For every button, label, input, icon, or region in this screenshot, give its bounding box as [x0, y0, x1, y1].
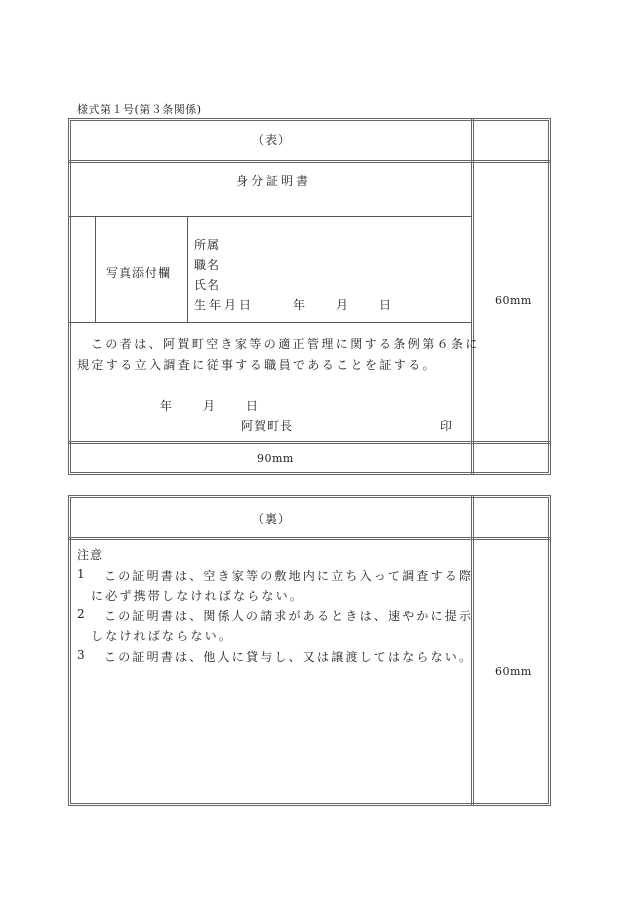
back-height-dimension: 60mm — [495, 665, 532, 678]
photo-left-rule — [95, 217, 96, 322]
notice-item-1-line-1: この証明書は、空き家等の敷地内に立ち入って調査する際 — [104, 569, 474, 583]
birth-day-label: 日 — [379, 298, 393, 312]
photo-label: 写真添付欄 — [106, 266, 172, 280]
position-label: 職名 — [194, 258, 221, 272]
notice-item-1-number: 1 — [77, 567, 86, 581]
issue-year-label: 年 — [160, 399, 174, 413]
notice-item-2-number: 2 — [77, 607, 86, 621]
front-title-rule — [69, 216, 472, 217]
notice-item-2-line-1: この証明書は、関係人の請求があるときは、速やかに提示 — [104, 609, 474, 623]
notice-item-2-line-2: しなければならない。 — [91, 629, 234, 643]
notice-item-1-line-2: に必ず携帯しなければならない。 — [91, 589, 305, 603]
affiliation-label: 所属 — [194, 238, 221, 252]
front-width-rule — [69, 441, 550, 444]
name-label: 氏名 — [194, 278, 221, 292]
front-heading: （表） — [252, 133, 292, 147]
front-dim-divider — [471, 119, 474, 474]
issuer-label: 阿賀町長 — [241, 419, 294, 433]
birthdate-label: 生年月日 — [194, 298, 255, 312]
back-heading-rule — [69, 537, 550, 540]
back-heading: （裏） — [252, 512, 292, 526]
birth-year-label: 年 — [293, 298, 307, 312]
photo-right-rule — [187, 217, 188, 322]
notice-item-3-number: 3 — [77, 648, 86, 662]
birth-month-label: 月 — [336, 298, 350, 312]
notice-title: 注意 — [77, 548, 104, 562]
form-number: 様式第１号(第３条関係) — [77, 103, 202, 116]
certificate-title: 身分証明書 — [236, 174, 312, 188]
seal-mark: 印 — [440, 419, 454, 433]
notice-item-3-line-1: この証明書は、他人に貸与し、又は譲渡してはならない。 — [104, 650, 474, 664]
front-width-dimension: 90mm — [257, 452, 294, 465]
issue-day-label: 日 — [246, 399, 260, 413]
front-height-dimension: 60mm — [495, 294, 532, 307]
issue-month-label: 月 — [203, 399, 217, 413]
statement-line-2: 規定する立入調査に従事する職員であることを証する。 — [77, 358, 438, 372]
statement-line-1: この者は、阿賀町空き家等の適正管理に関する条例第６条に — [91, 337, 480, 351]
front-info-rule — [69, 322, 472, 323]
front-heading-rule — [69, 160, 550, 163]
